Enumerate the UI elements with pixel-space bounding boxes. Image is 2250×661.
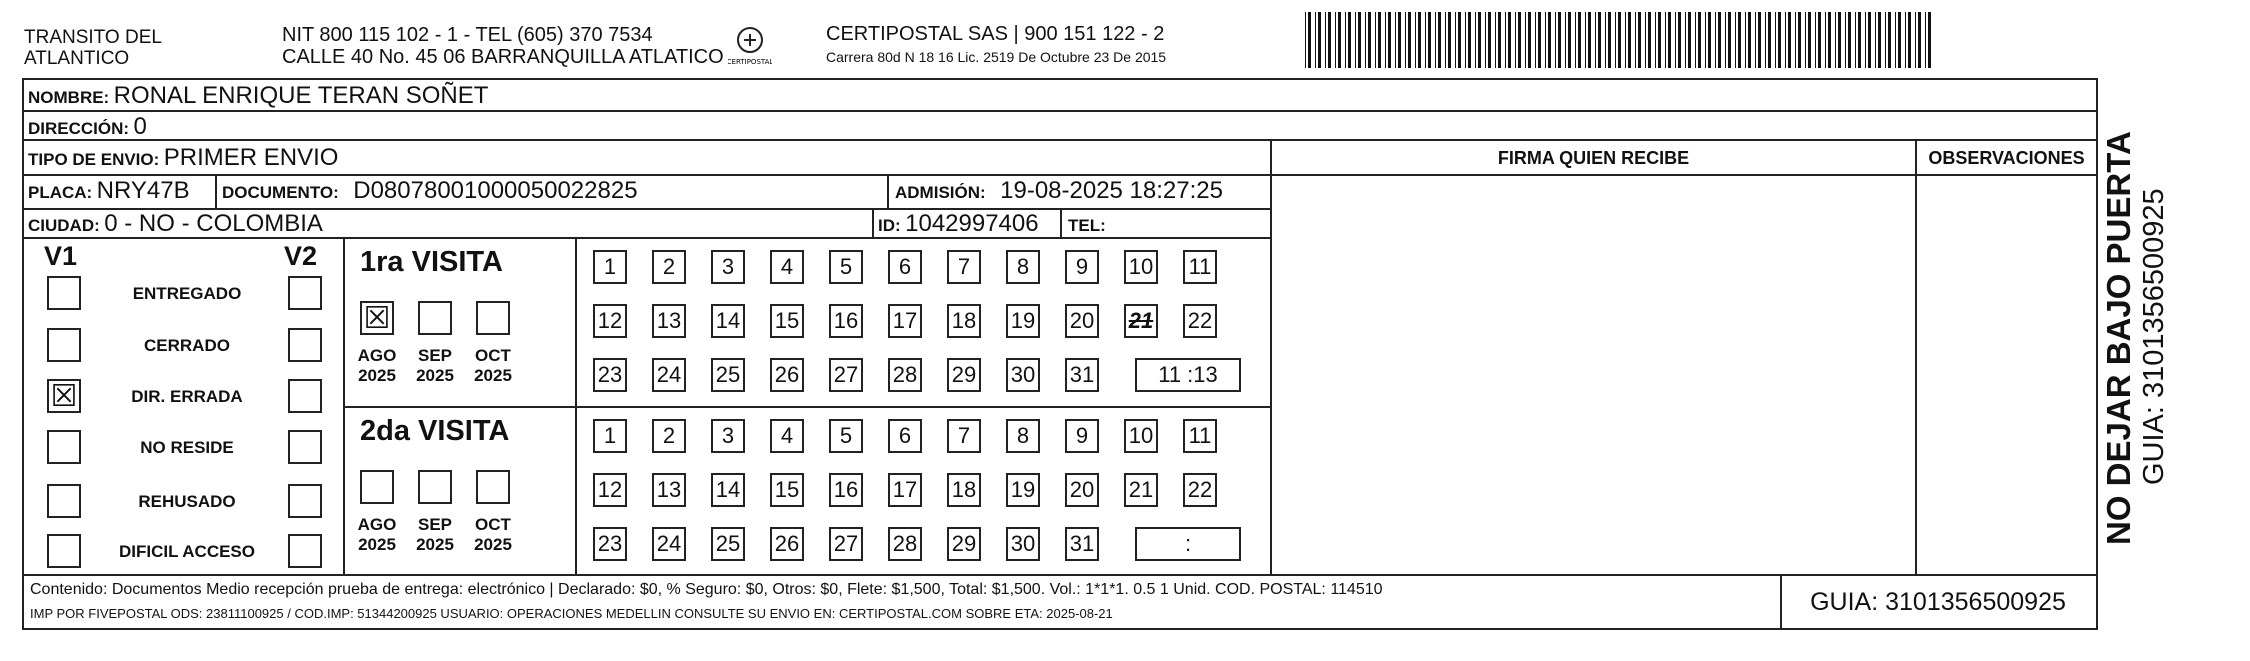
tipo-value: PRIMER ENVIO xyxy=(163,144,339,171)
month-label: SEP 2025 xyxy=(416,515,454,555)
day-box[interactable]: 26 xyxy=(770,358,804,392)
month-label: AGO 2025 xyxy=(357,515,397,555)
status-label: CERRADO xyxy=(144,336,230,355)
admision-field xyxy=(895,179,1223,203)
day-box[interactable]: 5 xyxy=(829,250,863,284)
day-box[interactable]: 21 xyxy=(1124,304,1158,338)
footer-guia: GUIA: 3101356500925 xyxy=(1810,588,2066,616)
certipostal-logo xyxy=(728,24,772,68)
day-box[interactable]: 6 xyxy=(888,419,922,453)
month-label: SEP 2025 xyxy=(416,346,454,386)
status-v1-checkbox[interactable] xyxy=(47,484,81,518)
day-box[interactable]: 17 xyxy=(888,473,922,507)
month-label: AGO 2025 xyxy=(357,346,397,386)
status-v2-checkbox[interactable] xyxy=(288,430,322,464)
day-box[interactable]: 21 xyxy=(1124,473,1158,507)
placa-label: PLACA: xyxy=(28,183,93,202)
org-line2: ATLANTICO xyxy=(24,48,130,69)
month-label: OCT 2025 xyxy=(474,515,512,555)
tel-field xyxy=(1068,212,1106,236)
day-box[interactable]: 8 xyxy=(1006,419,1040,453)
month-checkbox[interactable] xyxy=(360,470,394,504)
day-box[interactable]: 5 xyxy=(829,419,863,453)
footer-imp: IMP POR FIVEPOSTAL ODS: 23811100925 / COD.IMP: 51344200925 USUARIO: OPERACIONES MEDELLIN CONSULTE SU ENVIO EN: CERTIPOSTAL.COM SOBRE ETA: 2025-08-21 xyxy=(30,606,1113,621)
day-box[interactable]: 19 xyxy=(1006,304,1040,338)
direccion-field xyxy=(28,115,147,139)
tipo-label: TIPO DE ENVIO: xyxy=(28,150,160,169)
day-box[interactable]: 4 xyxy=(770,250,804,284)
top-rule xyxy=(22,78,2098,80)
day-box[interactable]: 23 xyxy=(593,358,627,392)
day-box[interactable]: 4 xyxy=(770,419,804,453)
bottom-rule xyxy=(22,628,2098,630)
direccion-value: 0 xyxy=(133,113,147,140)
status-label: NO RESIDE xyxy=(140,438,234,457)
month-checkbox[interactable] xyxy=(476,470,510,504)
nit-line: NIT 800 115 102 - 1 - TEL (605) 370 7534 xyxy=(282,24,653,46)
placa-value: NRY47B xyxy=(96,177,190,204)
day-box[interactable]: 2 xyxy=(652,250,686,284)
right-rule xyxy=(2096,78,2098,630)
day-box[interactable]: 7 xyxy=(947,250,981,284)
observaciones-header: OBSERVACIONES xyxy=(1928,148,2085,168)
side-title: NO DEJAR BAJO PUERTA xyxy=(2100,131,2137,545)
day-box[interactable]: 14 xyxy=(711,473,745,507)
day-box[interactable]: 10 xyxy=(1124,250,1158,284)
documento-label: DOCUMENTO: xyxy=(222,183,339,202)
admision-value: 19-08-2025 18:27:25 xyxy=(1000,177,1223,204)
status-label: ENTREGADO xyxy=(132,284,242,303)
day-box[interactable]: 17 xyxy=(888,304,922,338)
day-box[interactable]: 1 xyxy=(593,419,627,453)
day-box[interactable]: 11 xyxy=(1183,419,1217,453)
day-box[interactable]: 22 xyxy=(1183,473,1217,507)
v2-label: V2 xyxy=(284,241,318,271)
day-box[interactable]: 20 xyxy=(1065,304,1099,338)
day-box[interactable]: 31 xyxy=(1065,527,1099,561)
day-box[interactable]: 3 xyxy=(711,250,745,284)
status-label: DIR. ERRADA xyxy=(131,387,243,406)
day-box[interactable]: 13 xyxy=(652,304,686,338)
admision-label: ADMISIÓN: xyxy=(895,183,986,202)
day-box[interactable]: 9 xyxy=(1065,250,1099,284)
day-box[interactable]: 31 xyxy=(1065,358,1099,392)
day-box[interactable]: 28 xyxy=(888,358,922,392)
carrier-line: CERTIPOSTAL SAS | 900 151 122 - 2 xyxy=(826,23,1165,45)
status-v1-checkbox[interactable] xyxy=(47,430,81,464)
ciudad-value: 0 - NO - COLOMBIA xyxy=(104,210,323,237)
day-box[interactable]: 19 xyxy=(1006,473,1040,507)
day-box[interactable]: 23 xyxy=(593,527,627,561)
day-box[interactable]: 15 xyxy=(770,304,804,338)
day-box[interactable]: 12 xyxy=(593,473,627,507)
time-box[interactable]: 11 :13 xyxy=(1135,358,1241,392)
month-checkbox[interactable] xyxy=(418,301,452,335)
barcode xyxy=(1305,12,1935,68)
day-box[interactable]: 16 xyxy=(829,473,863,507)
month-checkbox[interactable] xyxy=(418,470,452,504)
day-box[interactable]: 25 xyxy=(711,358,745,392)
v1-label: V1 xyxy=(44,241,78,271)
day-box[interactable]: 27 xyxy=(829,358,863,392)
visit-title: 1ra VISITA xyxy=(360,246,503,278)
status-v2-checkbox[interactable] xyxy=(288,379,322,413)
ciudad-field xyxy=(28,212,323,236)
month-checkbox[interactable] xyxy=(476,301,510,335)
day-box[interactable]: 11 xyxy=(1183,250,1217,284)
ciudad-label: CIUDAD: xyxy=(28,216,100,235)
id-label: ID: xyxy=(878,216,901,235)
status-v2-checkbox[interactable] xyxy=(288,276,322,310)
nombre-label: NOMBRE: xyxy=(28,88,110,107)
day-box[interactable]: 10 xyxy=(1124,419,1158,453)
day-box[interactable]: 29 xyxy=(947,358,981,392)
footer-content: Contenido: Documentos Medio recepción prueba de entrega: electrónico | Declarado: $0, % Seguro: $0, Otros: $0, Flete: $1,500, Total: $1,500. Vol.: 1*1*1. 0.5 1 Unid. COD. POSTAL: 114510 xyxy=(30,581,1383,598)
day-box[interactable]: 16 xyxy=(829,304,863,338)
day-box[interactable]: 25 xyxy=(711,527,745,561)
day-box[interactable]: 14 xyxy=(711,304,745,338)
day-box[interactable]: 18 xyxy=(947,304,981,338)
day-box[interactable]: 22 xyxy=(1183,304,1217,338)
day-box[interactable]: 8 xyxy=(1006,250,1040,284)
day-box[interactable]: 9 xyxy=(1065,419,1099,453)
day-box[interactable]: 30 xyxy=(1006,358,1040,392)
id-field xyxy=(878,212,1039,236)
nombre-field xyxy=(28,84,488,108)
day-box[interactable]: 28 xyxy=(888,527,922,561)
status-label: REHUSADO xyxy=(138,492,236,511)
day-box[interactable]: 3 xyxy=(711,419,745,453)
day-box[interactable]: 18 xyxy=(947,473,981,507)
org-line1: TRANSITO DEL xyxy=(24,27,162,48)
day-box[interactable]: 29 xyxy=(947,527,981,561)
status-label: DIFICIL ACCESO xyxy=(118,542,255,561)
month-label: OCT 2025 xyxy=(474,346,512,386)
documento-value: D08078001000050022825 xyxy=(353,177,638,204)
day-box[interactable]: 7 xyxy=(947,419,981,453)
nombre-value: RONAL ENRIQUE TERAN SOÑET xyxy=(113,82,489,109)
time-box[interactable]: : xyxy=(1135,527,1241,561)
day-box[interactable]: 30 xyxy=(1006,527,1040,561)
logo-text: CERTIPOSTAL xyxy=(728,58,772,66)
day-box[interactable]: 15 xyxy=(770,473,804,507)
day-box[interactable]: 24 xyxy=(652,527,686,561)
placa-field xyxy=(28,179,190,203)
left-rule xyxy=(22,78,24,630)
id-value: 1042997406 xyxy=(905,210,1039,237)
direccion-label: DIRECCIÓN: xyxy=(28,119,130,138)
status-v2-checkbox[interactable] xyxy=(288,328,322,362)
day-box[interactable]: 13 xyxy=(652,473,686,507)
license-line: Carrera 80d N 18 16 Lic. 2519 De Octubre 23 De 2015 xyxy=(826,49,1167,65)
address-line: CALLE 40 No. 45 06 BARRANQUILLA ATLATICO xyxy=(282,46,724,68)
status-v1-checkbox[interactable] xyxy=(47,534,81,568)
status-v1-checkbox[interactable] xyxy=(47,328,81,362)
side-guia: GUIA: 3101356500925 xyxy=(2138,188,2170,485)
day-box[interactable]: 2 xyxy=(652,419,686,453)
documento-field xyxy=(222,179,638,203)
status-v1-checkbox[interactable]: ☒ xyxy=(47,379,81,413)
visit-title: 2da VISITA xyxy=(360,415,510,447)
day-box[interactable]: 6 xyxy=(888,250,922,284)
firma-header: FIRMA QUIEN RECIBE xyxy=(1497,148,1690,168)
day-box[interactable]: 20 xyxy=(1065,473,1099,507)
status-v2-checkbox[interactable] xyxy=(288,534,322,568)
day-box[interactable]: 27 xyxy=(829,527,863,561)
day-box[interactable]: 24 xyxy=(652,358,686,392)
day-box[interactable]: 12 xyxy=(593,304,627,338)
month-checkbox[interactable]: ☒ xyxy=(360,301,394,335)
status-v1-checkbox[interactable] xyxy=(47,276,81,310)
tel-label: TEL: xyxy=(1068,216,1106,235)
day-box[interactable]: 26 xyxy=(770,527,804,561)
status-v2-checkbox[interactable] xyxy=(288,484,322,518)
tipo-field xyxy=(28,146,338,170)
day-box[interactable]: 1 xyxy=(593,250,627,284)
